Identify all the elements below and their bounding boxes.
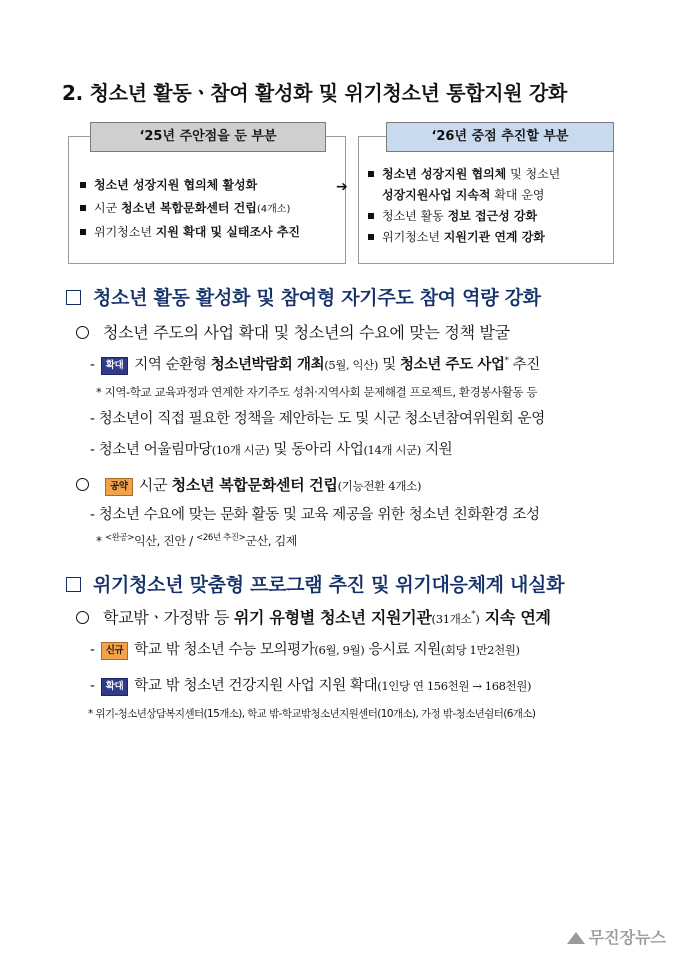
- checkbox-square-icon: [66, 290, 81, 305]
- circle-bullet-icon: [76, 326, 89, 339]
- section2-item1-sub1: - 신규 학교 밖 청소년 수능 모의평가(6월, 9월) 응시료 지원(회당 1만2천원): [90, 642, 520, 658]
- page-title: 2. 청소년 활동ㆍ참여 활성화 및 위기청소년 통합지원 강화: [62, 81, 568, 105]
- header-2025: ‘25년 주안점을 둔 부분: [90, 122, 326, 152]
- watermark: 무진장뉴스: [567, 925, 666, 948]
- section1-item1-note1: * 지역-학교 교육과정과 연계한 자기주도 성취·지역사회 문제해결 프로젝트, 환경봉사활동 등: [96, 385, 538, 399]
- checkbox-square-icon: [66, 577, 81, 592]
- section1-item2-sub1: - 청소년 수요에 맞는 문화 활동 및 교육 제공을 위한 청소년 친화환경 조성: [90, 507, 540, 523]
- list-item: 성장지원사업 지속적 확대 운영: [382, 188, 545, 202]
- list-item: 청소년 성장지원 협의체 활성화: [80, 174, 300, 197]
- square-bullet-icon: [80, 229, 86, 235]
- badge-expand: 확대: [101, 357, 129, 375]
- list-item: 시군 청소년 복합문화센터 건립(4개소): [80, 197, 300, 221]
- square-bullet-icon: [368, 213, 374, 219]
- circle-bullet-icon: [76, 611, 89, 624]
- section1-item1-sub2: - 청소년이 직접 필요한 정책을 제안하는 도 및 시군 청소년참여위원회 운영: [90, 411, 545, 427]
- square-bullet-icon: [368, 171, 374, 177]
- badge-expand: 확대: [101, 678, 129, 696]
- section2-item1-note1: * 위기-청소년상담복지센터(15개소), 학교 밖-학교밖청소년지원센터(10개소), 가정 밖-청소년쉼터(6개소): [88, 708, 536, 720]
- list-2025: [80, 174, 300, 244]
- section1-item1-sub1: - 확대 지역 순환형 청소년박람회 개최(5월, 익산) 및 청소년 주도 사업* 추진: [90, 356, 540, 373]
- list-item: 위기청소년 지원기관 연계 강화: [368, 227, 560, 248]
- section2-heading: 위기청소년 맞춤형 프로그램 추진 및 위기대응체계 내실화: [66, 570, 564, 597]
- section1-item1: 청소년 주도의 사업 확대 및 청소년의 수요에 맞는 정책 발굴: [76, 320, 510, 343]
- list-item: 위기청소년 지원 확대 및 실태조사 추진: [80, 221, 300, 244]
- section1-heading: 청소년 활동 활성화 및 참여형 자기주도 참여 역량 강화: [66, 283, 541, 310]
- arrow-icon: ➔: [336, 179, 348, 195]
- square-bullet-icon: [80, 205, 86, 211]
- section1-item2: 공약 시군 청소년 복합문화센터 건립(기능전환 4개소): [76, 474, 421, 497]
- badge-new: 신규: [101, 642, 129, 660]
- square-bullet-icon: [368, 234, 374, 240]
- list-2026: [368, 164, 560, 248]
- badge-pledge: 공약: [105, 478, 133, 496]
- list-item: 청소년 성장지원 협의체 및 청소년: [368, 164, 560, 185]
- section1-item1-sub3: - 청소년 어울림마당(10개 시군) 및 동아리 사업(14개 시군) 지원: [90, 442, 453, 458]
- header-2026: ‘26년 중점 추진할 부분: [386, 122, 614, 152]
- section1-item2-note1: * $^{<완공>}$익산, 진안 / $^{<26년 추진>}$군산, 김제: [96, 533, 297, 548]
- list-item: 청소년 활동 정보 접근성 강화: [368, 206, 560, 227]
- section2-item1-sub2: - 확대 학교 밖 청소년 건강지원 사업 지원 확대(1인당 연 156천원 → 168천원): [90, 678, 532, 694]
- square-bullet-icon: [80, 182, 86, 188]
- circle-bullet-icon: [76, 478, 89, 491]
- section2-item1: 학교밖ㆍ가정밖 등 위기 유형별 청소년 지원기관(31개소*) 지속 연계: [76, 605, 551, 628]
- mountain-logo-icon: [567, 932, 585, 944]
